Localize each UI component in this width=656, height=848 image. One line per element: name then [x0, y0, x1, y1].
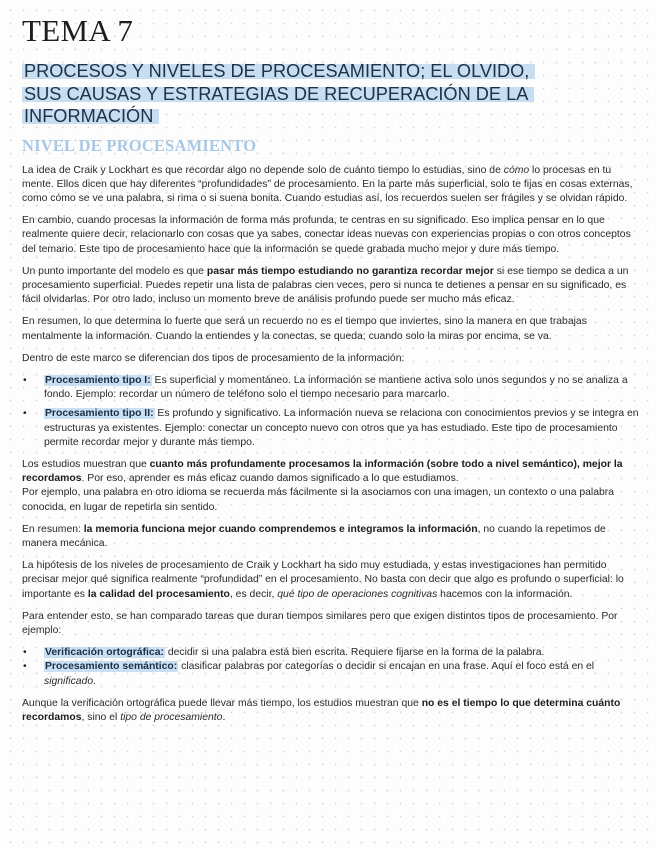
- bold-text: pasar más tiempo estudiando no garantiza recordar mejor: [206, 265, 494, 277]
- text-run: si ese tiempo se dedica a un procesamiento superficial. Puedes repetir una lista de palabras cien veces, pero si nunca te detienes a pensar en su significado, es fácil olvidarlas. Por otro lado, incluso un momento breve de análisis profundo puede ser mucho más eficaz.: [22, 265, 629, 306]
- emphasis-text: qué tipo de operaciones cognitivas: [277, 588, 438, 600]
- processing-types-list: [22, 374, 640, 450]
- emphasis-text: significado: [44, 675, 94, 687]
- text-run: , sino el: [81, 712, 121, 723]
- paragraph-time-not-guarantee: [22, 265, 640, 308]
- emphasis-text: cómo: [503, 164, 530, 176]
- text-run: hacemos con la información.: [437, 588, 573, 600]
- paragraph-tasks-intro: Para entender esto, se han comparado tareas que duran tiempos similares pero que exigen distintos tipos de procesamiento. Por ejemplo:: [22, 610, 618, 636]
- list-item: [22, 407, 640, 450]
- text-run: , no cuando la repetimos de manera mecánica.: [22, 523, 606, 549]
- paragraph-summary: En resumen, lo que determina lo fuerte que será un recuerdo no es el tiempo que inviertes, sino la manera en que trabajas mentalmente la información. Cuando la entiendes y la conectas, se queda; cuando solo la miras por encima, se va.: [22, 316, 587, 342]
- task-text: decidir si una palabra está bien escrita. Requiere fijarse en la forma de la palabra.: [164, 647, 545, 659]
- list-item: [22, 646, 640, 660]
- paragraph-conclusion: [22, 697, 640, 725]
- text-run: .: [222, 712, 226, 723]
- text-run: Por ejemplo, una palabra en otro idioma se recuerda más fácilmente si la asociamos con una imagen, un contexto o una palabra conocida, en lugar de repetirla sin sentido.: [22, 487, 615, 513]
- bold-text: no es el tiempo lo que determina cuánto recordamos: [22, 697, 621, 723]
- main-title: [22, 60, 640, 128]
- bold-text: cuanto más profundamente procesamos la información (sobre todo a nivel semántico), mejor la recordamos: [22, 458, 623, 485]
- main-title-line-1: PROCESOS Y NIVELES DE PROCESAMIENTO; EL OLVIDO,: [22, 61, 535, 81]
- paragraph-deep-processing: En cambio, cuando procesas la información de forma más profunda, te centras en su significado. Eso implica pensar en lo que realmente quiere decir, relacionarlo con cosas que ya sabes, conectar ideas nuevas con experiencias propias o con otros conceptos del temario. Este tipo de procesamiento hace que la información se quede grabada mucho mejor y dure más tiempo.: [22, 215, 631, 255]
- paragraph-studies: [22, 458, 640, 515]
- text-run: , es decir,: [229, 588, 278, 600]
- paragraph-intro: [22, 164, 640, 207]
- main-title-line-3: INFORMACIÓN: [22, 106, 159, 126]
- text-run: La hipótesis de los niveles de procesamiento de Craik y Lockhart ha sido muy estudiada, y estas investigaciones han permitido precisar mejor qué significa realmente “profundidad” en el procesamiento. No basta con decir que algo es profundo o superficial: lo importante es: [22, 560, 624, 600]
- bold-text: la calidad del procesamiento: [87, 588, 230, 600]
- section-heading: NIVEL DE PROCESAMIENTO: [22, 135, 257, 155]
- text-run: En resumen:: [22, 523, 84, 535]
- text-run: Un punto importante del modelo es que: [22, 265, 207, 277]
- tasks-list: [22, 646, 640, 689]
- tema-heading: TEMA 7: [22, 13, 134, 48]
- bold-text: la memoria funciona mejor cuando comprendemos e integramos la información: [83, 523, 478, 535]
- list-item: [22, 660, 640, 688]
- emphasis-text: tipo de procesamiento: [120, 712, 223, 723]
- paragraph-types-intro: Dentro de este marco se diferencian dos tipos de procesamiento de la información:: [22, 352, 405, 364]
- paragraph-memory-summary: [22, 523, 640, 551]
- text-run: La idea de Craik y Lockhart es que recordar algo no depende solo de cuánto tiempo lo estudias, sino de: [22, 164, 504, 176]
- list-item: [22, 374, 640, 402]
- task-label: Procesamiento semántico:: [45, 661, 178, 673]
- text-run: .: [93, 675, 96, 687]
- paragraph-hypothesis: [22, 559, 640, 602]
- text-run: Los estudios muestran que: [22, 458, 150, 470]
- text-run: Aunque la verificación ortográfica puede llevar más tiempo, los estudios muestran que: [22, 697, 422, 709]
- type-label: Procesamiento tipo I:: [45, 374, 151, 386]
- text-run: . Por eso, aprender es más eficaz cuando damos significado a lo que estudiamos.: [81, 473, 459, 485]
- type-text: Es superficial y momentáneo. La información se mantiene activa solo unos segundos y no se analiza a fondo. Ejemplo: recordar un número de teléfono solo el tiempo necesario para marcarlo.: [44, 374, 628, 401]
- main-title-line-2: SUS CAUSAS Y ESTRATEGIAS DE RECUPERACIÓN DE LA: [22, 84, 534, 104]
- type-text: Es profundo y significativo. La información nueva se relaciona con conocimientos previos y se integra en estructuras ya existentes. Ejemplo: conectar un concepto nuevo con otros que ya has estudiado. Este tipo de procesamiento permite recordar mejor y durante más tiempo.: [44, 408, 639, 448]
- text-run: lo procesas en tu mente. Ellos dicen que hay diferentes “profundidades” de procesamiento. En la parte más superficial, solo te fijas en cosas externas, como cómo se ve una palabra, si rima o si suena bonita. Cuando estudias así, los recuerdos suelen ser frágiles y se olvidan rápido.: [22, 164, 633, 204]
- task-text: clasificar palabras por categorías o decidir si encajan en una frase. Aquí el foco está en el: [178, 661, 595, 673]
- type-label: Procesamiento tipo II:: [45, 408, 154, 420]
- task-label: Verificación ortográfica:: [45, 647, 164, 659]
